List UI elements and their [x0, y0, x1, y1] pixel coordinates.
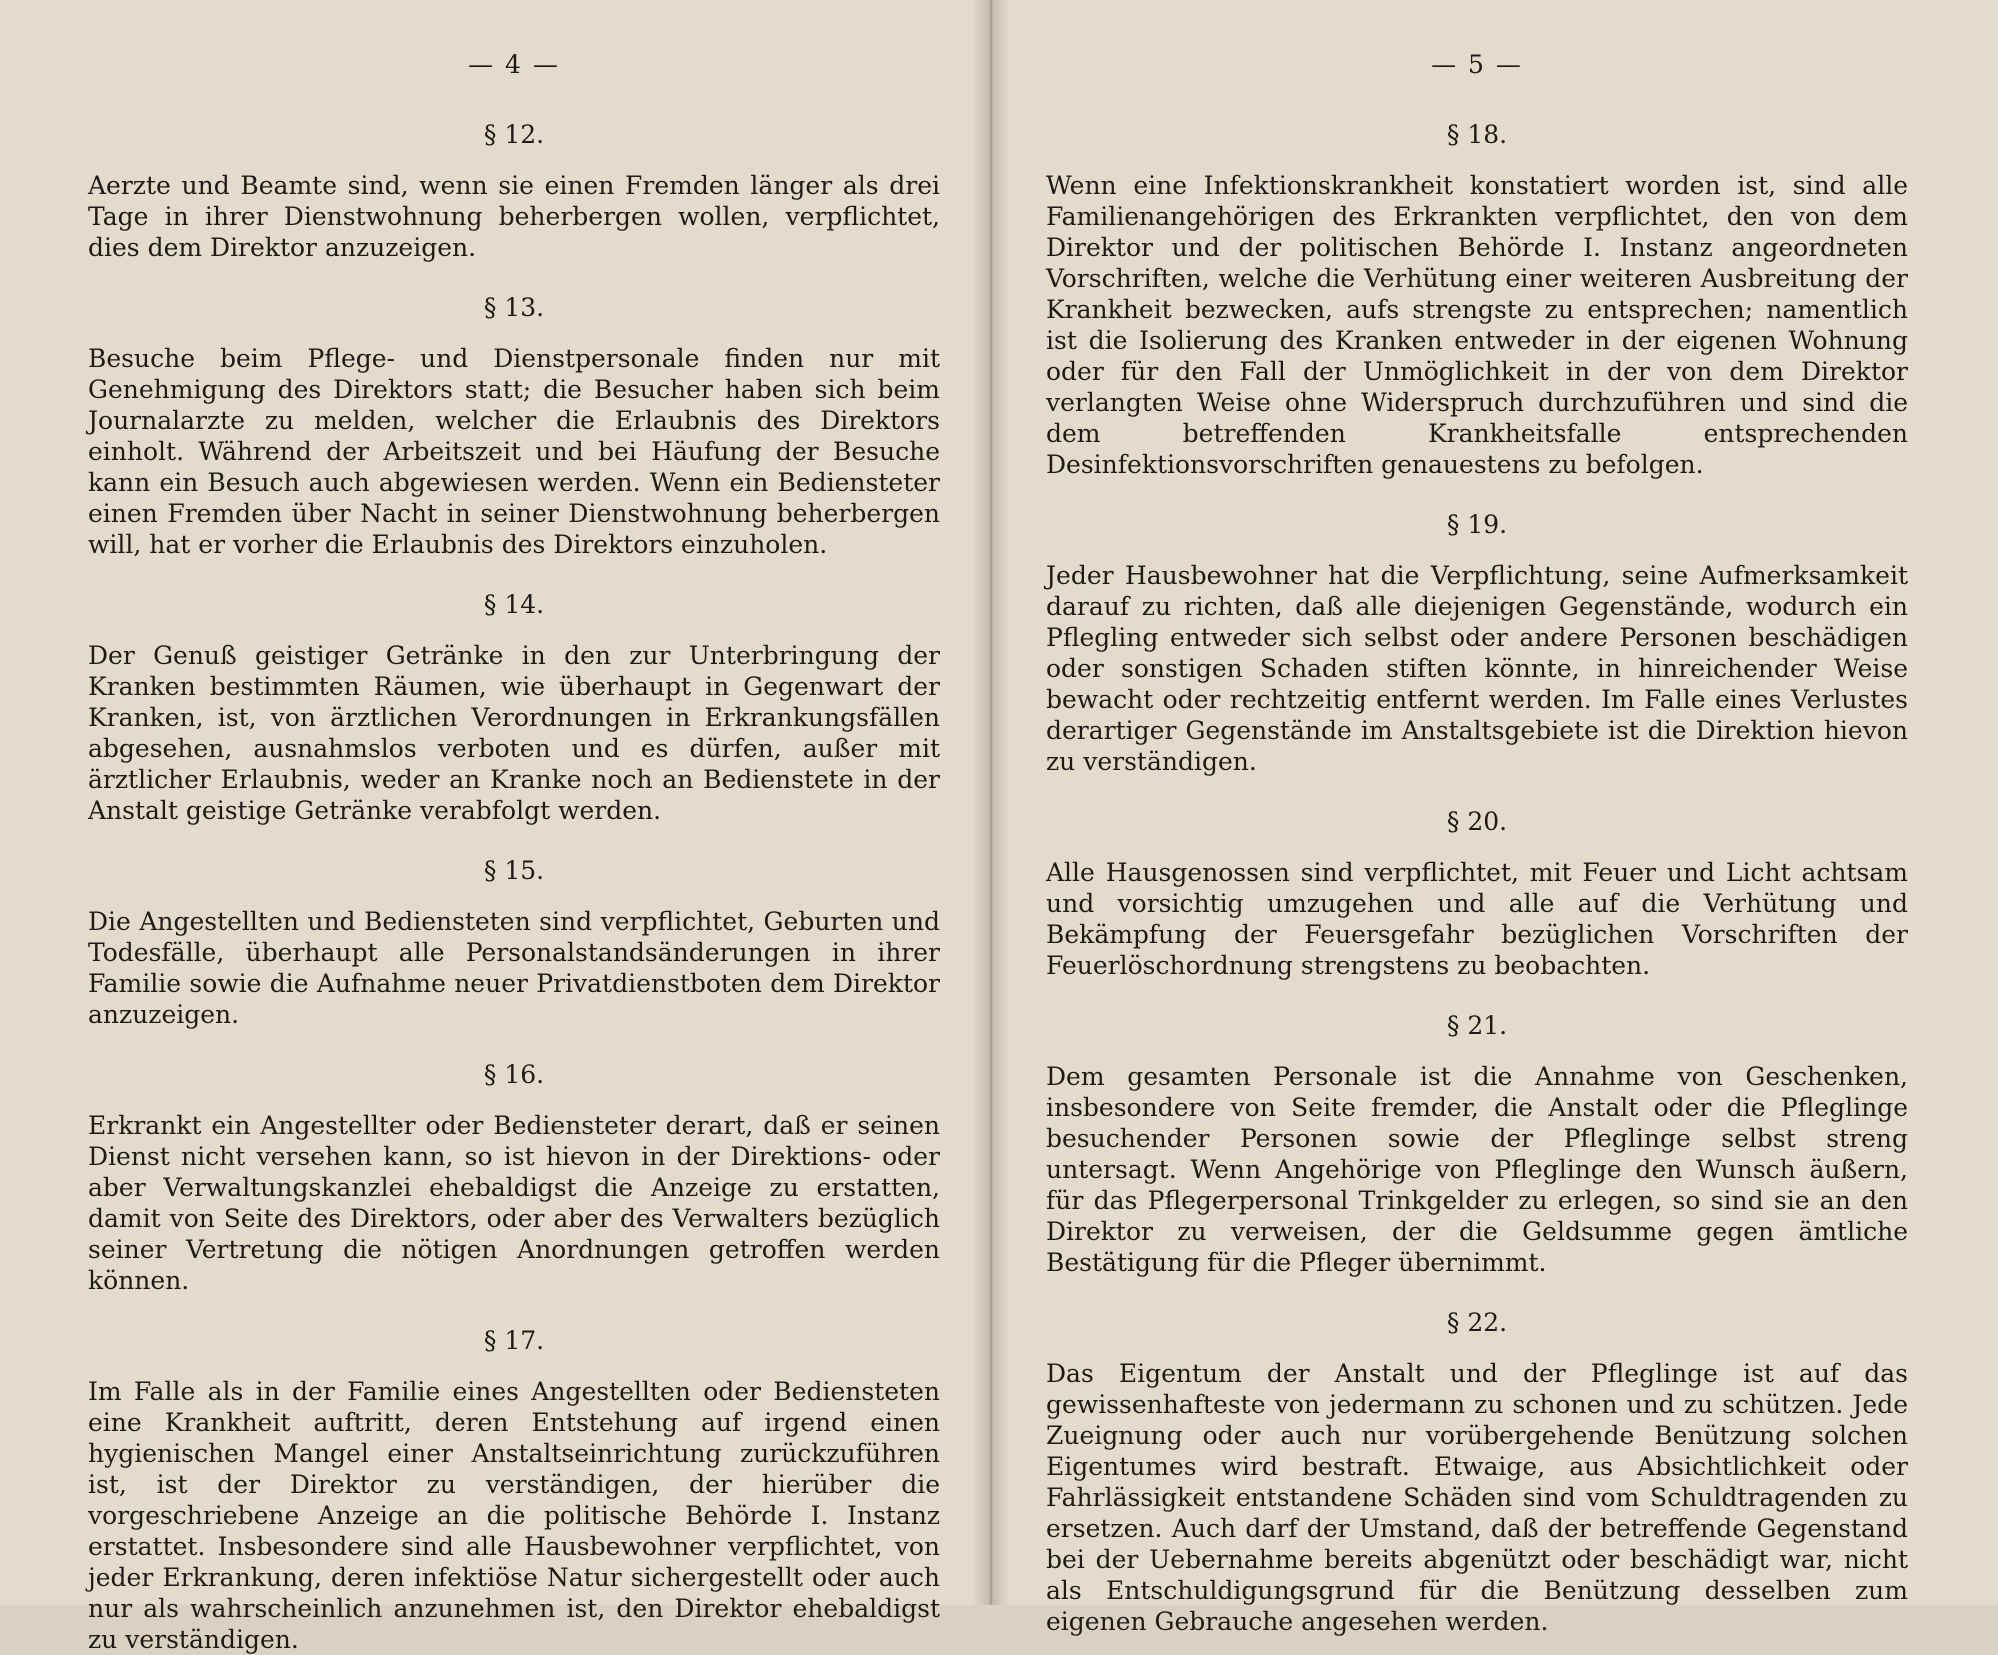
section-text: Jeder Hausbewohner hat die Verpflichtung, seine Aufmerksamkeit darauf zu richten, daß alle diejenigen Gegenstände, wodurch ein Pflegling entweder sich selbst oder andere Personen beschädigen oder sonstigen Schaden stiften könnte, in hinreichender Weise bewacht oder rechtzeitig entfernt werden. Im Falle eines Verlustes derartiger Gegenstände im Anstaltsgebiete ist die Direktion hievon zu verständigen.: [1046, 561, 1908, 776]
section-heading: § 22.: [1446, 1308, 1508, 1337]
section-text: Aerzte und Beamte sind, wenn sie einen Fremden länger als drei Tage in ihrer Dienstwohnung beherbergen wollen, verpflichtet, dies dem Direktor anzuzeigen.: [88, 171, 940, 262]
section-text: Im Falle als in der Familie eines Angestellten oder Bediensteten eine Krankheit auftritt, deren Entstehung auf irgend einen hygienischen Mangel einer Anstaltseinrichtung zurückzuführen ist, ist der Direktor zu verständigen, der hierüber die vorgeschriebene Anzeige an die politische Behörde I. Instanz erstattet. Insbesondere sind alle Hausbewohner verpflichtet, von jeder Erkrankung, deren infektiöse Natur sichergestellt oder auch nur als wahrscheinlich anzunehmen ist, den Direktor ehebaldigst zu verständigen.: [88, 1377, 940, 1654]
section-13: [88, 291, 940, 560]
section-text: Alle Hausgenossen sind verpflichtet, mit Feuer und Licht achtsam und vorsichtig umzugehen und alle auf die Verhütung und Bekämpfung der Feuersgefahr bezüglichen Vorschriften der Feuerlöschordnung strengstens zu beobachten.: [1046, 858, 1908, 980]
section-heading: § 16.: [483, 1060, 545, 1089]
section-heading: § 19.: [1446, 510, 1508, 539]
section-heading: § 14.: [483, 590, 545, 619]
section-heading: § 13.: [483, 293, 545, 322]
section-15: [88, 854, 940, 1030]
section-text: Besuche beim Pflege- und Dienstpersonale finden nur mit Genehmigung des Direktors statt; die Besucher haben sich beim Journalarzte zu melden, welcher die Erlaubnis des Direktors einholt. Während der Arbeitszeit und bei Häufung der Besuche kann ein Besuch auch abgewiesen werden. Wenn ein Bediensteter einen Fremden über Nacht in seiner Dienstwohnung beherbergen will, hat er vorher die Erlaubnis des Direktors einzuholen.: [88, 344, 940, 559]
section-16: [88, 1058, 940, 1296]
page-number: — 4 —: [468, 50, 560, 79]
section-heading: § 18.: [1446, 120, 1508, 149]
section-22: [1046, 1306, 1908, 1637]
section-12: [88, 118, 940, 263]
section-heading: § 12.: [483, 120, 545, 149]
section-text: Das Eigentum der Anstalt und der Pfleglinge ist auf das gewissenhafteste von jedermann zu schonen und zu schützen. Jede Zueignung oder auch nur vorübergehende Benützung solchen Eigentumes wird bestraft. Etwaige, aus Absichtlichkeit oder Fahrlässigkeit entstandene Schäden sind vom Schuldtragenden zu ersetzen. Auch darf der Umstand, daß der betreffende Gegenstand bei der Uebernahme bereits abgenützt oder beschädigt war, nicht als Entschuldigungsgrund für die Benützung desselben zum eigenen Gebrauche angesehen werden.: [1046, 1359, 1908, 1636]
section-heading: § 21.: [1446, 1011, 1508, 1040]
section-19: [1046, 508, 1908, 777]
left-page: [0, 0, 990, 1654]
section-text: Wenn eine Infektionskrankheit konstatiert worden ist, sind alle Familienangehörigen des Erkrankten verpflichtet, den von dem Direktor und der politischen Behörde I. Instanz angeordneten Vorschriften, welche die Verhütung einer weiteren Ausbreitung der Krankheit bezwecken, aufs strengste zu entsprechen; namentlich ist die Isolierung des Kranken entweder in der eigenen Wohnung oder für den Fall der Unmöglichkeit in der von dem Direktor verlangten Weise ohne Widerspruch durchzuführen und sind die dem betreffenden Krankheitsfalle entsprechenden Desinfektionsvorschriften genauestens zu befolgen.: [1046, 171, 1908, 479]
section-text: Der Genuß geistiger Getränke in den zur Unterbringung der Kranken bestimmten Räumen, wie überhaupt in Gegenwart der Kranken, ist, von ärztlichen Verordnungen in Erkrankungsfällen abgesehen, ausnahmslos verboten und es dürfen, außer mit ärztlicher Erlaubnis, weder an Kranke noch an Bedienstete in der Anstalt geistige Getränke verabfolgt werden.: [88, 641, 940, 825]
section-heading: § 20.: [1446, 807, 1508, 836]
section-14: [88, 588, 940, 826]
section-text: Dem gesamten Personale ist die Annahme von Geschenken, insbesondere von Seite fremder, die Anstalt oder die Pfleglinge besuchender Personen sowie der Pfleglinge selbst streng untersagt. Wenn Angehörige von Pfleglinge den Wunsch äußern, für das Pflegerpersonal Trinkgelder zu erlegen, so sind sie an den Direktor zu verweisen, der die Geldsumme gegen ämtliche Bestätigung für die Pfleger übernimmt.: [1046, 1062, 1908, 1277]
section-20: [1046, 805, 1908, 981]
page-number: — 5 —: [1431, 50, 1523, 79]
section-21: [1046, 1009, 1908, 1278]
section-17: [88, 1324, 940, 1655]
right-page: [990, 0, 1998, 1636]
book-gutter: [972, 0, 1010, 1605]
section-text: Die Angestellten und Bediensteten sind verpflichtet, Geburten und Todesfälle, überhaupt alle Personalstandsänderungen in ihrer Familie sowie die Aufnahme neuer Privatdienstboten dem Direktor anzuzeigen.: [88, 907, 940, 1029]
section-heading: § 17.: [483, 1326, 545, 1355]
section-text: Erkrankt ein Angestellter oder Bediensteter derart, daß er seinen Dienst nicht versehen kann, so ist hievon in der Direktions- oder aber Verwaltungskanzlei ehebaldigst die Anzeige zu erstatten, damit von Seite des Direktors, oder aber des Verwalters bezüglich seiner Vertretung die nötigen Anordnungen getroffen werden können.: [88, 1111, 940, 1295]
section-heading: § 15.: [483, 856, 545, 885]
section-18: [1046, 118, 1908, 480]
